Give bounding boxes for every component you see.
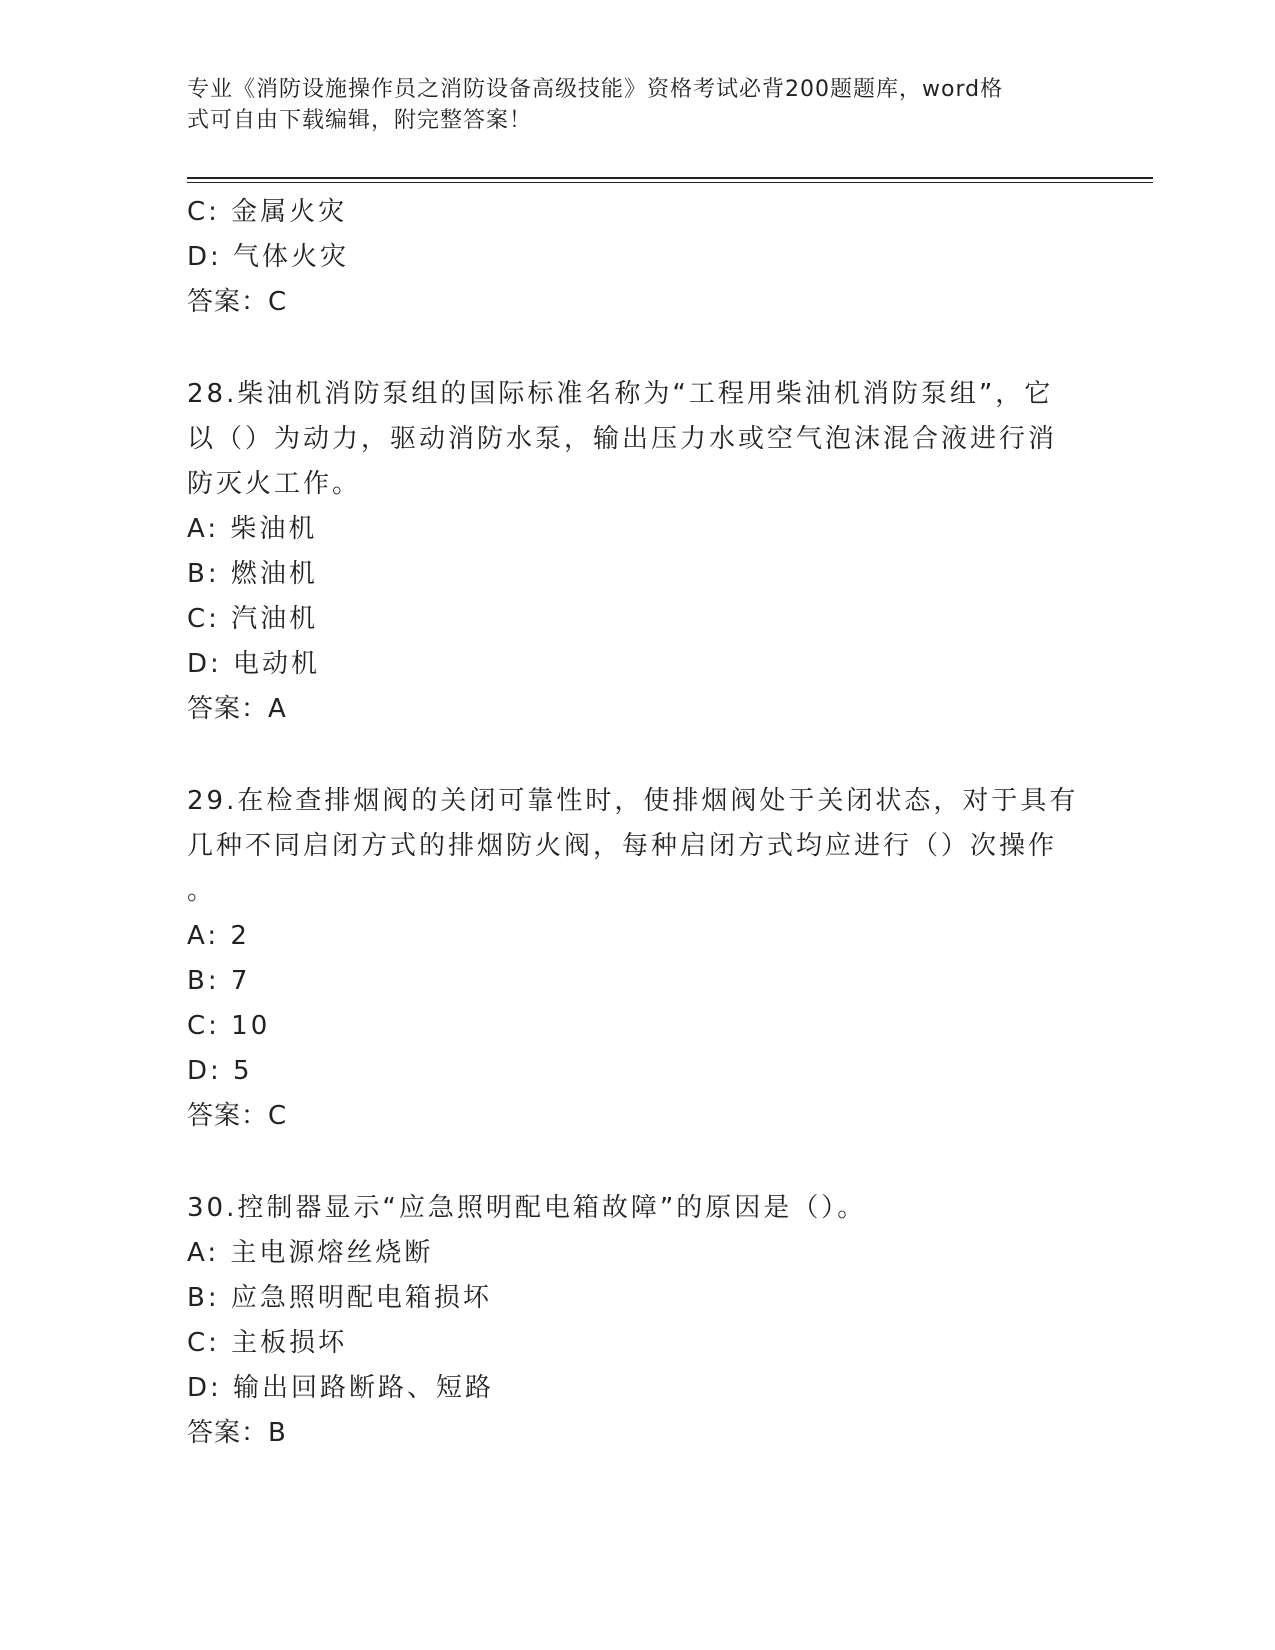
question-text-line: 29.在检查排烟阀的关闭可靠性时，使排烟阀处于关闭状态，对于具有 — [187, 786, 1079, 816]
answer: 答案：A — [187, 694, 287, 724]
answer: 答案：C — [187, 1101, 288, 1131]
option-d: D: 气体火灾 — [187, 242, 350, 272]
header-line-1: 专业《消防设施操作员之消防设备高级技能》资格考试必背200题题库，word格 — [187, 77, 1004, 102]
question-text-line: 28.柴油机消防泵组的国际标准名称为“工程用柴油机消防泵组”，它 — [187, 379, 1054, 409]
header-line-2: 式可自由下载编辑，附完整答案！ — [187, 108, 533, 133]
option-b: B: 应急照明配电箱损坏 — [187, 1283, 492, 1313]
option-a: A: 柴油机 — [187, 514, 318, 544]
header-rule-thin — [187, 182, 1153, 183]
question-content — [187, 190, 1087, 1456]
question-28 — [187, 372, 1087, 732]
question-text-line: 几种不同启闭方式的排烟防火阀，每种启闭方式均应进行（）次操作 — [187, 831, 1058, 861]
question-30 — [187, 1186, 1087, 1456]
answer: 答案：C — [187, 287, 288, 317]
option-d: D: 输出回路断路、短路 — [187, 1373, 495, 1403]
question-text-line: 以（）为动力，驱动消防水泵，输出压力水或空气泡沫混合液进行消 — [187, 424, 1058, 454]
option-a: A: 主电源熔丝烧断 — [187, 1238, 434, 1268]
answer: 答案：B — [187, 1418, 287, 1448]
question-29 — [187, 779, 1087, 1139]
question-text-line: 防灭火工作。 — [187, 469, 362, 499]
option-d: D: 5 — [187, 1056, 253, 1086]
document-header — [187, 74, 1067, 136]
question-text-line: 30.控制器显示“应急照明配电箱故障”的原因是（）。 — [187, 1193, 867, 1223]
option-c: C: 主板损坏 — [187, 1328, 348, 1358]
option-c: C: 10 — [187, 1011, 271, 1041]
option-b: B: 7 — [187, 966, 251, 996]
header-rule-thick — [187, 177, 1153, 179]
option-b: B: 燃油机 — [187, 559, 318, 589]
option-a: A: 2 — [187, 921, 250, 951]
option-c: C: 金属火灾 — [187, 197, 348, 227]
option-d: D: 电动机 — [187, 649, 321, 679]
option-c: C: 汽油机 — [187, 604, 319, 634]
previous-question-tail — [187, 190, 1087, 325]
question-text-line: 。 — [187, 876, 217, 906]
